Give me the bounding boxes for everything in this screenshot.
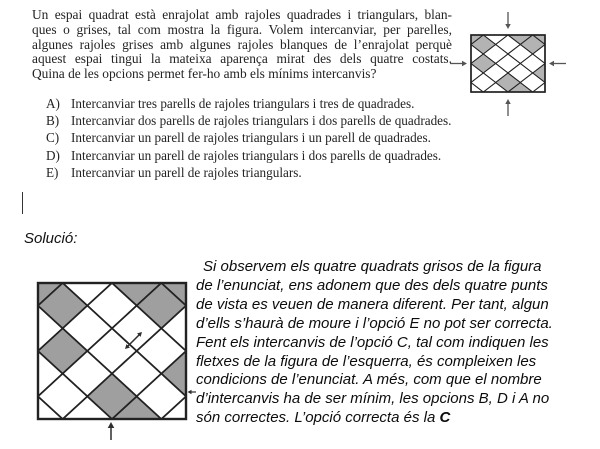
option-text: Intercanviar un parell de rajoles triangulars i dos parells de quadrades. xyxy=(71,147,442,163)
solution-line: són correctes. L’opció correcta és la C xyxy=(196,409,451,427)
option-text: Intercanviar tres parells de rajoles triangulars i tres de quadrades. xyxy=(71,96,415,111)
problem-line: ques o grises, tal com mostra la figura. Volem intercanviar, per parelles, xyxy=(32,21,452,37)
problem-line: Un espai quadrat està enrajolat amb rajoles quadrades i triangulars, blan- xyxy=(32,7,452,22)
solution-line: Fent els intercanvis de l’opció C, tal com indiquen les xyxy=(196,333,549,351)
tiling-figure-small xyxy=(443,0,573,126)
problem-line: aquest espai tingui la mateixa aparença mirat des dels quatre costats. xyxy=(32,51,452,67)
option-text: Intercanviar un parell de rajoles triangulars. xyxy=(71,164,302,180)
solution-line: de vista es veuen de manera diferent. Per tant, algun xyxy=(196,295,549,313)
option-c xyxy=(46,130,451,147)
correct-answer-letter: C xyxy=(439,409,451,427)
solution-line: fletxes de la figura de l’esquerra, és compleixen les xyxy=(196,352,537,370)
solution-line: de l’enunciat, ens adonem que des dels quatre punts xyxy=(196,276,548,294)
option-letter: C) xyxy=(46,130,60,146)
problem-statement xyxy=(32,8,452,82)
option-b xyxy=(46,113,451,130)
option-d xyxy=(46,148,451,165)
solution-label: Solució: xyxy=(24,230,78,247)
solution-line: d’ells s’haurà de moure i l’opció E no pot ser correcta. xyxy=(196,314,553,332)
arrow-right-icon xyxy=(450,61,467,67)
arrow-up-icon xyxy=(108,422,115,440)
arrow-left-icon xyxy=(549,61,566,67)
arrow-down-icon xyxy=(505,12,511,29)
option-letter: D) xyxy=(46,147,60,163)
problem-line: Quina de les opcions permet fer-ho amb els mínims intercanvis? xyxy=(32,66,377,82)
option-e xyxy=(46,165,451,182)
solution-line: condicions de l’enunciat. A més, com que el nombre xyxy=(196,371,542,389)
option-text: Intercanviar dos parells de rajoles triangulars i dos parells de quadrades. xyxy=(71,113,452,129)
tiling-figure-large xyxy=(28,272,200,446)
arrow-up-icon xyxy=(505,99,511,116)
arrow-left-icon xyxy=(188,390,197,394)
option-letter: A) xyxy=(46,96,60,111)
option-letter: E) xyxy=(46,164,59,180)
answer-options xyxy=(46,96,451,182)
solution-line: d’intercanvis ha de ser mínim, les opcions B, D i A no xyxy=(196,390,550,408)
text-cursor xyxy=(22,192,23,214)
option-text: Intercanviar un parell de rajoles triangulars i un parell de quadrades. xyxy=(71,130,431,146)
option-a xyxy=(46,96,451,113)
option-letter: B) xyxy=(46,113,60,129)
solution-text xyxy=(196,258,553,428)
problem-line: algunes rajoles grises amb algunes rajoles blanques de l’enrajolat perquè xyxy=(32,36,452,52)
solution-line: Si observem els quatre quadrats grisos de la figura xyxy=(203,258,542,275)
